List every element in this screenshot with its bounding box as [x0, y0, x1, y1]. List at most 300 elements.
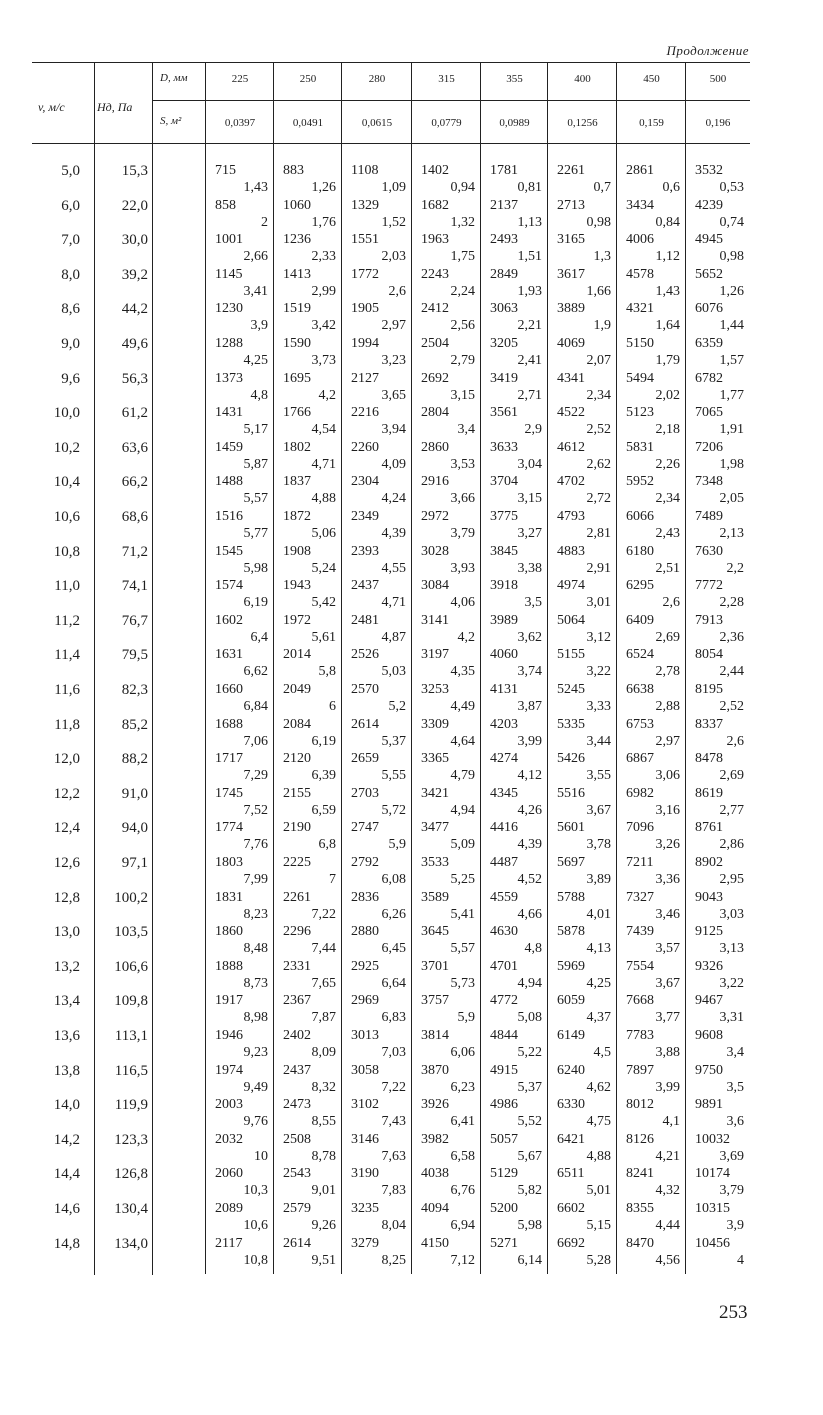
loss-coefficient-cell: 0,7: [593, 180, 611, 195]
flow-rate-cell: 6066: [626, 509, 654, 524]
pressure-cell: 61,2: [121, 405, 148, 422]
loss-coefficient-cell: 3,67: [655, 975, 680, 991]
loss-coefficient-cell: 2,28: [719, 595, 744, 611]
loss-coefficient-cell: 4,54: [311, 422, 336, 438]
loss-coefficient-cell: 2,6: [726, 733, 744, 749]
loss-coefficient-cell: 4,26: [517, 802, 542, 818]
flow-rate-cell: 3926: [421, 1097, 449, 1113]
table-top-rule: [32, 62, 750, 63]
pressure-cell: 85,2: [121, 716, 148, 733]
loss-coefficient-cell: 4,13: [586, 941, 611, 957]
loss-coefficient-cell: 5,87: [243, 456, 268, 472]
flow-rate-cell: 1402: [421, 163, 449, 178]
loss-coefficient-cell: 2,56: [450, 318, 475, 334]
flow-rate-cell: 3419: [490, 370, 518, 386]
flow-rate-cell: 1802: [283, 439, 311, 455]
velocity-cell: 12,2: [53, 785, 80, 802]
diameter-3: 315: [438, 73, 455, 85]
flow-rate-cell: 1888: [215, 958, 243, 974]
pressure-cell: 74,1: [121, 578, 148, 595]
loss-coefficient-cell: 3,04: [517, 456, 542, 472]
loss-coefficient-cell: 2,02: [655, 387, 680, 403]
loss-coefficient-cell: 2: [261, 214, 268, 230]
pressure-cell: 15,3: [121, 163, 148, 179]
loss-coefficient-cell: 2,43: [655, 526, 680, 541]
flow-rate-cell: 5064: [557, 612, 585, 628]
flow-rate-cell: 2504: [421, 336, 449, 351]
flow-rate-cell: 9891: [695, 1097, 723, 1113]
flow-rate-cell: 1972: [283, 612, 311, 628]
loss-coefficient-cell: 5,61: [311, 629, 336, 645]
loss-coefficient-cell: 3,33: [586, 699, 611, 714]
flow-rate-cell: 2120: [283, 751, 311, 767]
flow-rate-cell: 7489: [695, 509, 723, 524]
flow-rate-cell: 2508: [283, 1131, 311, 1147]
flow-rate-cell: 2117: [215, 1235, 243, 1251]
flow-rate-cell: 7554: [626, 958, 654, 974]
loss-coefficient-cell: 0,81: [517, 180, 542, 195]
area-0: 0,0397: [224, 117, 256, 129]
loss-coefficient-cell: 6,06: [450, 1045, 475, 1060]
flow-rate-cell: 7348: [695, 474, 723, 490]
flow-rate-cell: 1946: [215, 1028, 243, 1043]
flow-rate-cell: 5335: [557, 716, 585, 732]
flow-rate-cell: 1431: [215, 405, 243, 421]
flow-rate-cell: 5426: [557, 751, 585, 767]
flow-rate-cell: 2880: [351, 924, 379, 940]
flow-rate-cell: 1574: [215, 578, 243, 594]
loss-coefficient-cell: 4,35: [450, 664, 475, 680]
loss-coefficient-cell: 3,06: [655, 768, 680, 784]
flow-rate-cell: 9043: [695, 889, 723, 905]
flow-rate-cell: 6638: [626, 682, 654, 697]
flow-rate-cell: 2860: [421, 439, 449, 455]
flow-rate-cell: 5952: [626, 474, 654, 490]
loss-coefficient-cell: 3,26: [655, 837, 680, 853]
loss-coefficient-cell: 5,24: [311, 560, 336, 576]
loss-coefficient-cell: 10,6: [243, 1218, 268, 1233]
loss-coefficient-cell: 7,06: [243, 733, 268, 749]
flow-rate-cell: 2261: [557, 163, 585, 178]
loss-coefficient-cell: 2,52: [586, 422, 611, 438]
flow-rate-cell: 2155: [283, 785, 311, 801]
loss-coefficient-cell: 4,2: [457, 629, 475, 645]
velocity-cell: 8,6: [61, 301, 80, 318]
area-2: 0,0615: [361, 117, 393, 129]
flow-rate-cell: 6180: [626, 543, 654, 559]
loss-coefficient-cell: 5,37: [517, 1079, 542, 1095]
flow-rate-cell: 3309: [421, 716, 449, 732]
velocity-cell: 10,6: [53, 509, 80, 525]
pressure-cell: 49,6: [121, 336, 148, 352]
flow-rate-cell: 1917: [215, 993, 243, 1009]
flow-rate-cell: 1831: [215, 889, 243, 905]
flow-rate-cell: 6867: [626, 751, 654, 767]
pressure-cell: 56,3: [121, 370, 148, 387]
pressure-cell: 130,4: [114, 1201, 148, 1217]
flow-rate-cell: 1905: [351, 301, 379, 317]
loss-coefficient-cell: 2,34: [586, 387, 611, 403]
flow-rate-cell: 2703: [351, 785, 379, 801]
loss-coefficient-cell: 5,17: [243, 422, 268, 438]
flow-rate-cell: 4578: [626, 266, 654, 282]
loss-coefficient-cell: 9,76: [243, 1114, 268, 1130]
flow-rate-cell: 1717: [215, 751, 243, 767]
loss-coefficient-cell: 1,51: [517, 249, 542, 265]
flow-rate-cell: 4702: [557, 474, 585, 490]
loss-coefficient-cell: 5,98: [517, 1218, 542, 1233]
loss-coefficient-cell: 4,56: [655, 1252, 680, 1268]
loss-coefficient-cell: 2,97: [655, 733, 680, 749]
diameter-0: 225: [231, 73, 249, 85]
flow-rate-cell: 3279: [351, 1235, 379, 1251]
velocity-cell: 11,8: [54, 716, 80, 733]
loss-coefficient-cell: 7,99: [243, 872, 268, 887]
loss-coefficient-cell: 7,65: [311, 975, 336, 991]
loss-coefficient-cell: 5,67: [517, 1148, 542, 1164]
flow-rate-cell: 2032: [215, 1131, 243, 1147]
flow-rate-cell: 3253: [421, 682, 449, 697]
flow-rate-cell: 2861: [626, 163, 654, 178]
loss-coefficient-cell: 7,29: [243, 768, 268, 784]
loss-coefficient-cell: 6,4: [250, 629, 268, 645]
loss-coefficient-cell: 2,44: [719, 664, 744, 680]
loss-coefficient-cell: 4,71: [311, 456, 336, 472]
flow-rate-cell: 1236: [283, 232, 311, 248]
flow-rate-cell: 3918: [490, 578, 518, 594]
flow-rate-cell: 1994: [351, 336, 379, 351]
flow-rate-cell: 2969: [351, 993, 379, 1009]
flow-rate-cell: 5200: [490, 1201, 518, 1216]
loss-coefficient-cell: 7,83: [381, 1183, 406, 1199]
diameter-header: D, мм: [160, 72, 188, 84]
loss-coefficient-cell: 7,22: [311, 906, 336, 922]
loss-coefficient-cell: 1,12: [655, 249, 680, 265]
flow-rate-cell: 3084: [421, 578, 449, 594]
loss-coefficient-cell: 5,01: [586, 1183, 611, 1199]
loss-coefficient-cell: 1,76: [311, 214, 336, 230]
flow-rate-cell: 7206: [695, 439, 723, 455]
flow-rate-cell: 3814: [421, 1028, 449, 1043]
loss-coefficient-cell: 5,9: [388, 837, 406, 853]
flow-rate-cell: 5155: [557, 647, 585, 663]
loss-coefficient-cell: 3,88: [655, 1045, 680, 1060]
flow-rate-cell: 1145: [215, 266, 243, 282]
velocity-cell: 11,6: [54, 682, 80, 698]
loss-coefficient-cell: 5,22: [517, 1045, 542, 1060]
loss-coefficient-cell: 2,95: [719, 872, 744, 887]
loss-coefficient-cell: 2,2: [726, 560, 744, 576]
loss-coefficient-cell: 4,64: [450, 733, 475, 749]
loss-coefficient-cell: 6,39: [311, 768, 336, 784]
loss-coefficient-cell: 3,36: [655, 872, 680, 887]
flow-rate-cell: 3102: [351, 1097, 379, 1113]
flow-rate-cell: 2614: [283, 1235, 311, 1251]
velocity-cell: 9,6: [61, 370, 80, 387]
loss-coefficient-cell: 4,12: [517, 768, 542, 784]
loss-coefficient-cell: 1,75: [450, 249, 475, 265]
flow-rate-cell: 1695: [283, 370, 311, 386]
loss-coefficient-cell: 4,37: [586, 1010, 611, 1026]
loss-coefficient-cell: 4,09: [381, 456, 406, 472]
loss-coefficient-cell: 2,9: [524, 422, 542, 438]
loss-coefficient-cell: 6,41: [450, 1114, 475, 1130]
flow-rate-cell: 4131: [490, 682, 518, 697]
flow-rate-cell: 4274: [490, 751, 518, 767]
flow-rate-cell: 1963: [421, 232, 449, 248]
flow-rate-cell: 1943: [283, 578, 311, 594]
flow-rate-cell: 1413: [283, 266, 311, 282]
flow-rate-cell: 6421: [557, 1131, 585, 1147]
velocity-cell: 13,8: [53, 1062, 80, 1079]
loss-coefficient-cell: 3,9: [726, 1218, 744, 1233]
loss-coefficient-cell: 5,03: [381, 664, 406, 680]
flow-rate-cell: 5129: [490, 1166, 518, 1182]
flow-rate-cell: 2526: [351, 647, 379, 663]
loss-coefficient-cell: 4,44: [655, 1218, 680, 1233]
loss-coefficient-cell: 3,13: [719, 941, 744, 957]
flow-rate-cell: 4006: [626, 232, 654, 248]
flow-rate-cell: 3365: [421, 751, 449, 767]
flow-rate-cell: 7783: [626, 1028, 654, 1043]
pressure-cell: 94,0: [121, 820, 148, 837]
loss-coefficient-cell: 3,5: [524, 595, 542, 611]
loss-coefficient-cell: 8,23: [243, 906, 268, 922]
flow-rate-cell: 2692: [421, 370, 449, 386]
flow-rate-cell: 5831: [626, 439, 654, 455]
loss-coefficient-cell: 2,62: [586, 456, 611, 472]
flow-rate-cell: 6511: [557, 1166, 585, 1182]
loss-coefficient-cell: 2,33: [311, 249, 336, 265]
flow-rate-cell: 8337: [695, 716, 723, 732]
loss-coefficient-cell: 6,45: [381, 941, 406, 957]
rule-v-group: [152, 62, 153, 1275]
pressure-cell: 44,2: [121, 301, 148, 318]
flow-rate-cell: 1519: [283, 301, 311, 317]
diameter-4: 355: [506, 73, 523, 85]
flow-rate-cell: 1459: [215, 439, 243, 455]
flow-rate-cell: 6524: [626, 647, 654, 663]
flow-rate-cell: 1872: [283, 509, 311, 524]
loss-coefficient-cell: 2,03: [381, 249, 406, 265]
loss-coefficient-cell: 3,12: [586, 629, 611, 645]
pressure-cell: 109,8: [114, 993, 148, 1010]
loss-coefficient-cell: 0,98: [586, 214, 611, 230]
loss-coefficient-cell: 6,58: [450, 1148, 475, 1164]
loss-coefficient-cell: 2,88: [655, 699, 680, 714]
flow-rate-cell: 4038: [421, 1166, 449, 1182]
loss-coefficient-cell: 1,91: [719, 422, 744, 438]
flow-rate-cell: 1108: [351, 163, 379, 178]
flow-rate-cell: 1860: [215, 924, 243, 940]
loss-coefficient-cell: 3,41: [243, 283, 268, 299]
loss-coefficient-cell: 2,77: [719, 802, 744, 818]
flow-rate-cell: 6782: [695, 370, 723, 386]
flow-rate-cell: 1551: [351, 232, 379, 248]
loss-coefficient-cell: 5,73: [450, 975, 475, 991]
flow-rate-cell: 3989: [490, 612, 518, 628]
loss-coefficient-cell: 5,8: [318, 664, 336, 680]
loss-coefficient-cell: 5,28: [586, 1252, 611, 1268]
loss-coefficient-cell: 6,94: [450, 1218, 475, 1233]
loss-coefficient-cell: 4,71: [381, 595, 406, 611]
flow-rate-cell: 4522: [557, 405, 585, 421]
diameter-2: 280: [368, 73, 386, 85]
flow-rate-cell: 1230: [215, 301, 243, 317]
loss-coefficient-cell: 2,41: [517, 353, 542, 368]
loss-coefficient-cell: 6,59: [311, 802, 336, 818]
loss-coefficient-cell: 4,24: [381, 491, 406, 507]
flow-rate-cell: 3775: [490, 509, 518, 524]
loss-coefficient-cell: 5,25: [450, 872, 475, 887]
flow-rate-cell: 2473: [283, 1097, 311, 1113]
loss-coefficient-cell: 2,6: [662, 595, 680, 611]
flow-rate-cell: 6076: [695, 301, 723, 317]
loss-coefficient-cell: 7,43: [381, 1114, 406, 1130]
flow-rate-cell: 3617: [557, 266, 585, 282]
loss-coefficient-cell: 2,66: [243, 249, 268, 265]
loss-coefficient-cell: 3,38: [517, 560, 542, 576]
flow-rate-cell: 2747: [351, 820, 379, 836]
flow-rate-cell: 8355: [626, 1201, 654, 1216]
flow-rate-cell: 4630: [490, 924, 518, 940]
flow-rate-cell: 3757: [421, 993, 449, 1009]
pressure-cell: 123,3: [114, 1131, 148, 1148]
loss-coefficient-cell: 6,19: [311, 733, 336, 749]
loss-coefficient-cell: 4: [737, 1252, 744, 1268]
loss-coefficient-cell: 2,18: [655, 422, 680, 438]
flow-rate-cell: 5245: [557, 682, 585, 697]
loss-coefficient-cell: 3,74: [517, 664, 542, 680]
loss-coefficient-cell: 2,52: [719, 699, 744, 714]
loss-coefficient-cell: 3,5: [726, 1079, 744, 1095]
flow-rate-cell: 5123: [626, 405, 654, 421]
loss-coefficient-cell: 9,49: [243, 1079, 268, 1095]
loss-coefficient-cell: 4,21: [655, 1148, 680, 1164]
loss-coefficient-cell: 3,93: [450, 560, 475, 576]
flow-rate-cell: 2261: [283, 889, 311, 905]
flow-rate-cell: 3013: [351, 1028, 379, 1043]
loss-coefficient-cell: 4,06: [450, 595, 475, 611]
loss-coefficient-cell: 5,08: [517, 1010, 542, 1026]
loss-coefficient-cell: 4,66: [517, 906, 542, 922]
flow-rate-cell: 6295: [626, 578, 654, 594]
area-5: 0,1256: [567, 117, 598, 129]
flow-rate-cell: 8470: [626, 1235, 654, 1251]
flow-rate-cell: 2304: [351, 474, 379, 490]
flow-rate-cell: 2331: [283, 958, 311, 974]
loss-coefficient-cell: 8,32: [311, 1079, 336, 1095]
velocity-cell: 14,2: [53, 1131, 80, 1148]
flow-rate-cell: 2216: [351, 405, 379, 421]
flow-rate-cell: 1516: [215, 509, 243, 524]
loss-coefficient-cell: 7,12: [450, 1252, 475, 1268]
loss-coefficient-cell: 1,77: [719, 387, 744, 403]
velocity-cell: 6,0: [61, 197, 80, 214]
loss-coefficient-cell: 2,21: [517, 318, 542, 334]
pressure-cell: 63,6: [121, 439, 148, 456]
flow-rate-cell: 8902: [695, 855, 723, 870]
loss-coefficient-cell: 5,06: [311, 526, 336, 541]
flow-rate-cell: 7668: [626, 993, 654, 1009]
loss-coefficient-cell: 3,46: [655, 906, 680, 922]
pressure-cell: 91,0: [121, 785, 148, 802]
loss-coefficient-cell: 3,16: [655, 802, 680, 818]
flow-rate-cell: 4612: [557, 439, 585, 455]
loss-coefficient-cell: 1,9: [593, 318, 611, 334]
pressure-cell: 100,2: [114, 889, 148, 906]
loss-coefficient-cell: 6,83: [381, 1010, 406, 1026]
loss-coefficient-cell: 10,8: [243, 1252, 268, 1268]
flow-rate-cell: 3982: [421, 1131, 449, 1147]
loss-coefficient-cell: 7: [329, 872, 336, 887]
flow-rate-cell: 8126: [626, 1131, 654, 1147]
flow-rate-cell: 4069: [557, 336, 585, 351]
flow-rate-cell: 5878: [557, 924, 585, 940]
flow-rate-cell: 3870: [421, 1062, 449, 1078]
loss-coefficient-cell: 3,15: [517, 491, 542, 507]
loss-coefficient-cell: 1,26: [311, 180, 336, 195]
loss-coefficient-cell: 3,4: [726, 1045, 744, 1060]
loss-coefficient-cell: 2,69: [719, 768, 744, 784]
loss-coefficient-cell: 4,1: [662, 1114, 680, 1130]
loss-coefficient-cell: 2,86: [719, 837, 744, 853]
velocity-cell: 7,0: [61, 232, 80, 249]
loss-coefficient-cell: 3,15: [450, 387, 475, 403]
loss-coefficient-cell: 9,23: [243, 1045, 268, 1060]
flow-rate-cell: 1373: [215, 370, 243, 386]
loss-coefficient-cell: 3,9: [250, 318, 268, 334]
area-4: 0,0989: [499, 117, 530, 129]
loss-coefficient-cell: 1,43: [655, 283, 680, 299]
loss-coefficient-cell: 7,03: [381, 1045, 406, 1060]
loss-coefficient-cell: 4,8: [524, 941, 542, 957]
flow-rate-cell: 8478: [695, 751, 723, 767]
flow-rate-cell: 7327: [626, 889, 654, 905]
loss-coefficient-cell: 1,93: [517, 283, 542, 299]
loss-coefficient-cell: 3,78: [586, 837, 611, 853]
loss-coefficient-cell: 3,87: [517, 699, 542, 714]
flow-rate-cell: 3205: [490, 336, 518, 351]
loss-coefficient-cell: 3,69: [719, 1148, 744, 1164]
loss-coefficient-cell: 1,98: [719, 456, 744, 472]
pressure-cell: 39,2: [121, 266, 148, 283]
loss-coefficient-cell: 8,25: [381, 1252, 406, 1268]
velocity-cell: 14,6: [53, 1201, 80, 1217]
loss-coefficient-cell: 7,87: [311, 1010, 336, 1026]
pressure-cell: 88,2: [121, 751, 148, 768]
pressure-cell: 71,2: [121, 543, 148, 560]
loss-coefficient-cell: 4,87: [381, 629, 406, 645]
loss-coefficient-cell: 4,39: [517, 837, 542, 853]
flow-rate-cell: 1781: [490, 163, 518, 178]
flow-rate-cell: 6149: [557, 1028, 585, 1043]
flow-rate-cell: 7211: [626, 855, 654, 870]
flow-rate-cell: 1772: [351, 266, 379, 282]
velocity-cell: 12,4: [53, 820, 80, 837]
flow-rate-cell: 6330: [557, 1097, 585, 1113]
flow-rate-cell: 5969: [557, 958, 585, 974]
loss-coefficient-cell: 3,6: [726, 1114, 744, 1130]
area-3: 0,0779: [431, 117, 462, 129]
flow-rate-cell: 6692: [557, 1235, 585, 1251]
velocity-header: v, м/с: [38, 100, 65, 114]
pressure-cell: 30,0: [121, 232, 148, 249]
flow-rate-cell: 4974: [557, 578, 585, 594]
loss-coefficient-cell: 6,08: [381, 872, 406, 887]
flow-rate-cell: 5652: [695, 266, 723, 282]
flow-rate-cell: 5057: [490, 1131, 518, 1147]
